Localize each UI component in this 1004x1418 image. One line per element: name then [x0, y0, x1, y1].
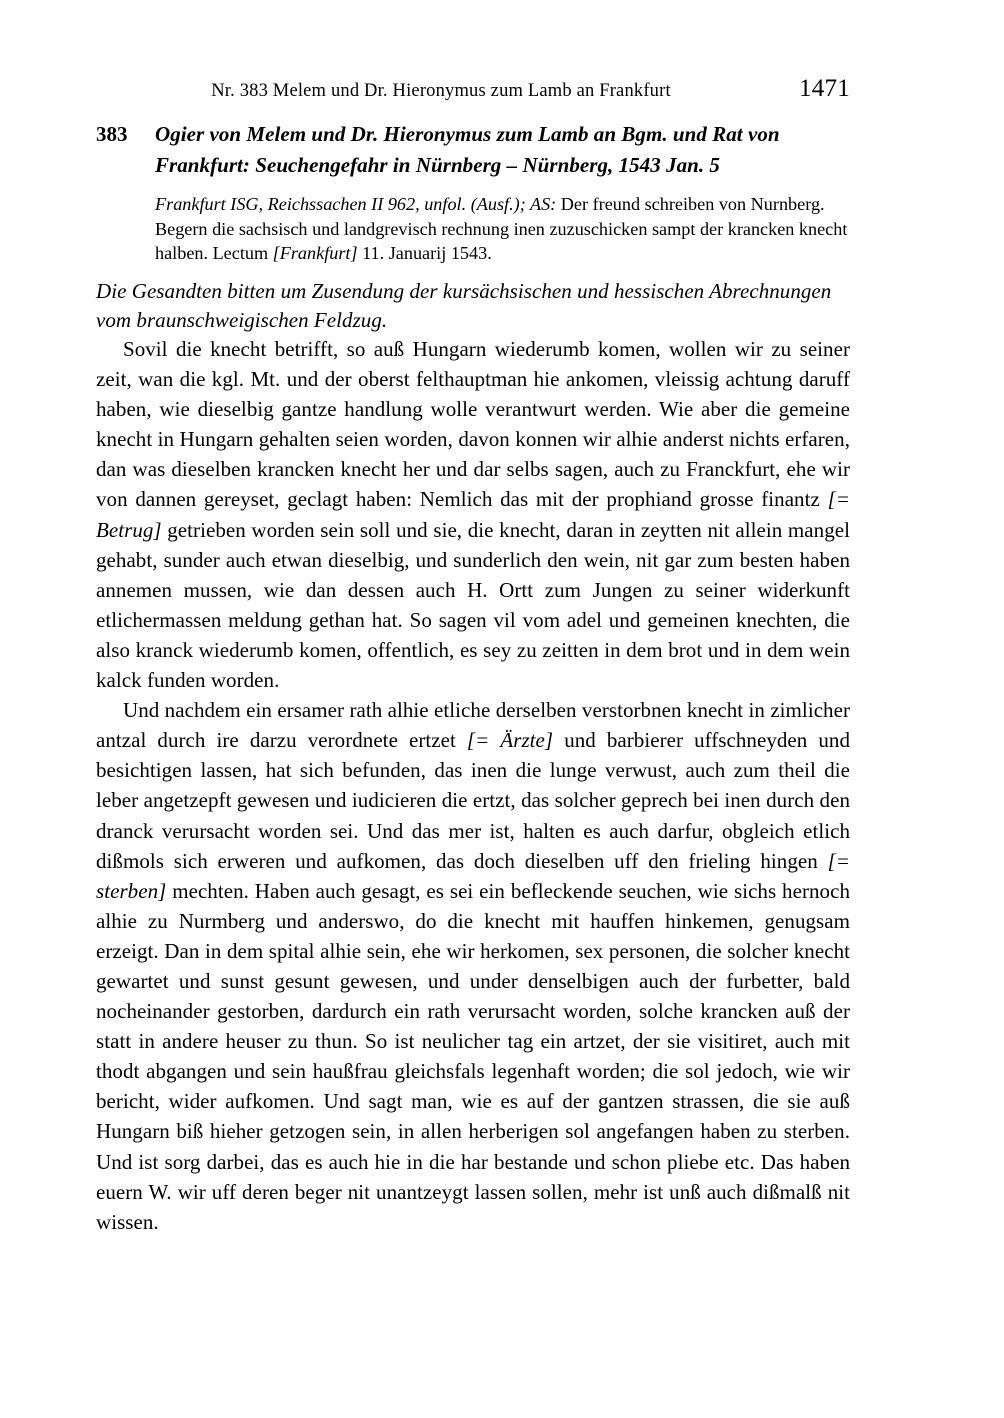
- body-paragraph-2: [96, 695, 850, 1237]
- document-body: [96, 334, 850, 1237]
- paragraph-2-part-1: Und nachdem ein ersamer rath alhie etliche derselben verstorbnen knecht in zimlicher antzal durch ire darzu verordnete ertzet: [96, 698, 850, 753]
- source-note-insertion: [Frankfurt]: [272, 243, 358, 264]
- entry-number: 383: [96, 122, 128, 146]
- paragraph-2-editorial-insertion-1: [= Ärzte]: [466, 728, 554, 753]
- page-number: 1471: [799, 75, 850, 102]
- paragraph-2-part-2: und barbierer uffschneyden und besichtigen lassen, hat sich befunden, das inen die lunge verwust, auch zum theil die leber angetzepft gewesen und iudicieren die ertzt, das solcher geprech bei inen durch den dranck verursacht worden sei. Und das mer ist, halten es auch darfur, obgleich etlich dißmols sich erweren und aufkomen, das doch dieselben uff den frieling hingen: [96, 728, 850, 873]
- entry-title: Ogier von Melem und Dr. Hieronymus zum Lamb an Bgm. und Rat von Frankfurt: Seuchengefahr in Nürnberg – Nürnberg, 1543 Jan. 5: [155, 122, 780, 177]
- body-paragraph-1: [96, 334, 850, 695]
- source-note-part2: 11. Januarij 1543.: [357, 243, 492, 264]
- paragraph-1-part-1: Sovil die knecht betrifft, so auß Hungarn wiederumb komen, wollen wir zu seiner zeit, wan die kgl. Mt. und der oberst felthauptman hie ankomen, vleissig achtung daruff haben, wie dieselbig gantze handlung wolle verantwurt werden. Wie aber die gemeine knecht in Hungarn gehalten seien worden, davon konnen wir alhie anderst nichts erfaren, dan was dieselben krancken knecht her und dar selbs sagen, auch zu Franckfurt, ehe wir von dannen gereyset, geclagt haben: Nemlich das mit der prophiand grosse finantz: [96, 337, 850, 512]
- entry-summary: Die Gesandten bitten um Zusendung der kursächsischen und hessischen Abrechnungen vom braunschweigischen Feldzug.: [96, 279, 832, 332]
- paragraph-1-part-2: getrieben worden sein soll und sie, die knecht, daran in zeytten nit allein mangel gehabt, sunder auch etwan dieselbig, und sunderlich den wein, nit gar zum besten haben annemen mussen, wie dan dessen auch H. Ortt zum Jungen zu seiner widerkunft etlichermassen meldung gethan hat. So sagen vil vom adel und gemeinen knechten, die also kranck wiederumb komen, offentlich, es sey zu zeitten in dem brot und in dem wein kalck funden worden.: [96, 517, 850, 693]
- source-shelfmark: Frankfurt ISG, Reichssachen II 962, unfol. (Ausf.); AS:: [155, 194, 557, 214]
- running-head-title: Nr. 383 Melem und Dr. Hieronymus zum Lamb an Frankfurt: [211, 81, 671, 101]
- paragraph-2-part-3: mechten. Haben auch gesagt, es sei ein befleckende seuchen, wie sichs hernoch alhie zu Nurmberg und anderswo, do die knecht mit hauffen hinkemen, genugsam erzeigt. Dan in dem spital alhie sein, ehe wir herkomen, sex personen, die solcher knecht gewartet und sunst gesunt gewesen, und under denselbigen auch der furbetter, bald nocheinander gestorben, dardurch ein rath verursacht worden, solche krancken auß der statt in andere heuser zu thun. So ist neulicher tag ein artzet, der sie visitiret, auch mit thodt abgangen und sein haußfrau gleichsfals legenhaft worden; die sol jedoch, wie wir bericht, wider aufkomen. Und sagt man, wie es auf der gantzen strassen, die sie auß Hungarn biß hieher getzogen sein, in allen herberigen sol angefangen haben zu sterben. Und ist sorg darbei, das es auch hie in die har bestande und schon pliebe etc. Das haben euern W. wir uff deren beger nit unantzeygt lassen sollen, mehr ist unß auch dißmalß nit wissen.: [96, 878, 850, 1234]
- entry-heading: [96, 119, 850, 180]
- running-head: [96, 75, 850, 104]
- paragraph-2-editorial-insertion-2: [= sterben]: [96, 848, 850, 903]
- paragraph-1-editorial-insertion-1: [= Betrug]: [96, 487, 850, 542]
- source-note-part1: Der freund schreiben von Nurnberg. Begern die sachsisch und landgrevisch rechnung inen zuzuschicken sampt der krancken knecht halben. Lectum: [155, 194, 848, 264]
- source-reference: [155, 192, 850, 266]
